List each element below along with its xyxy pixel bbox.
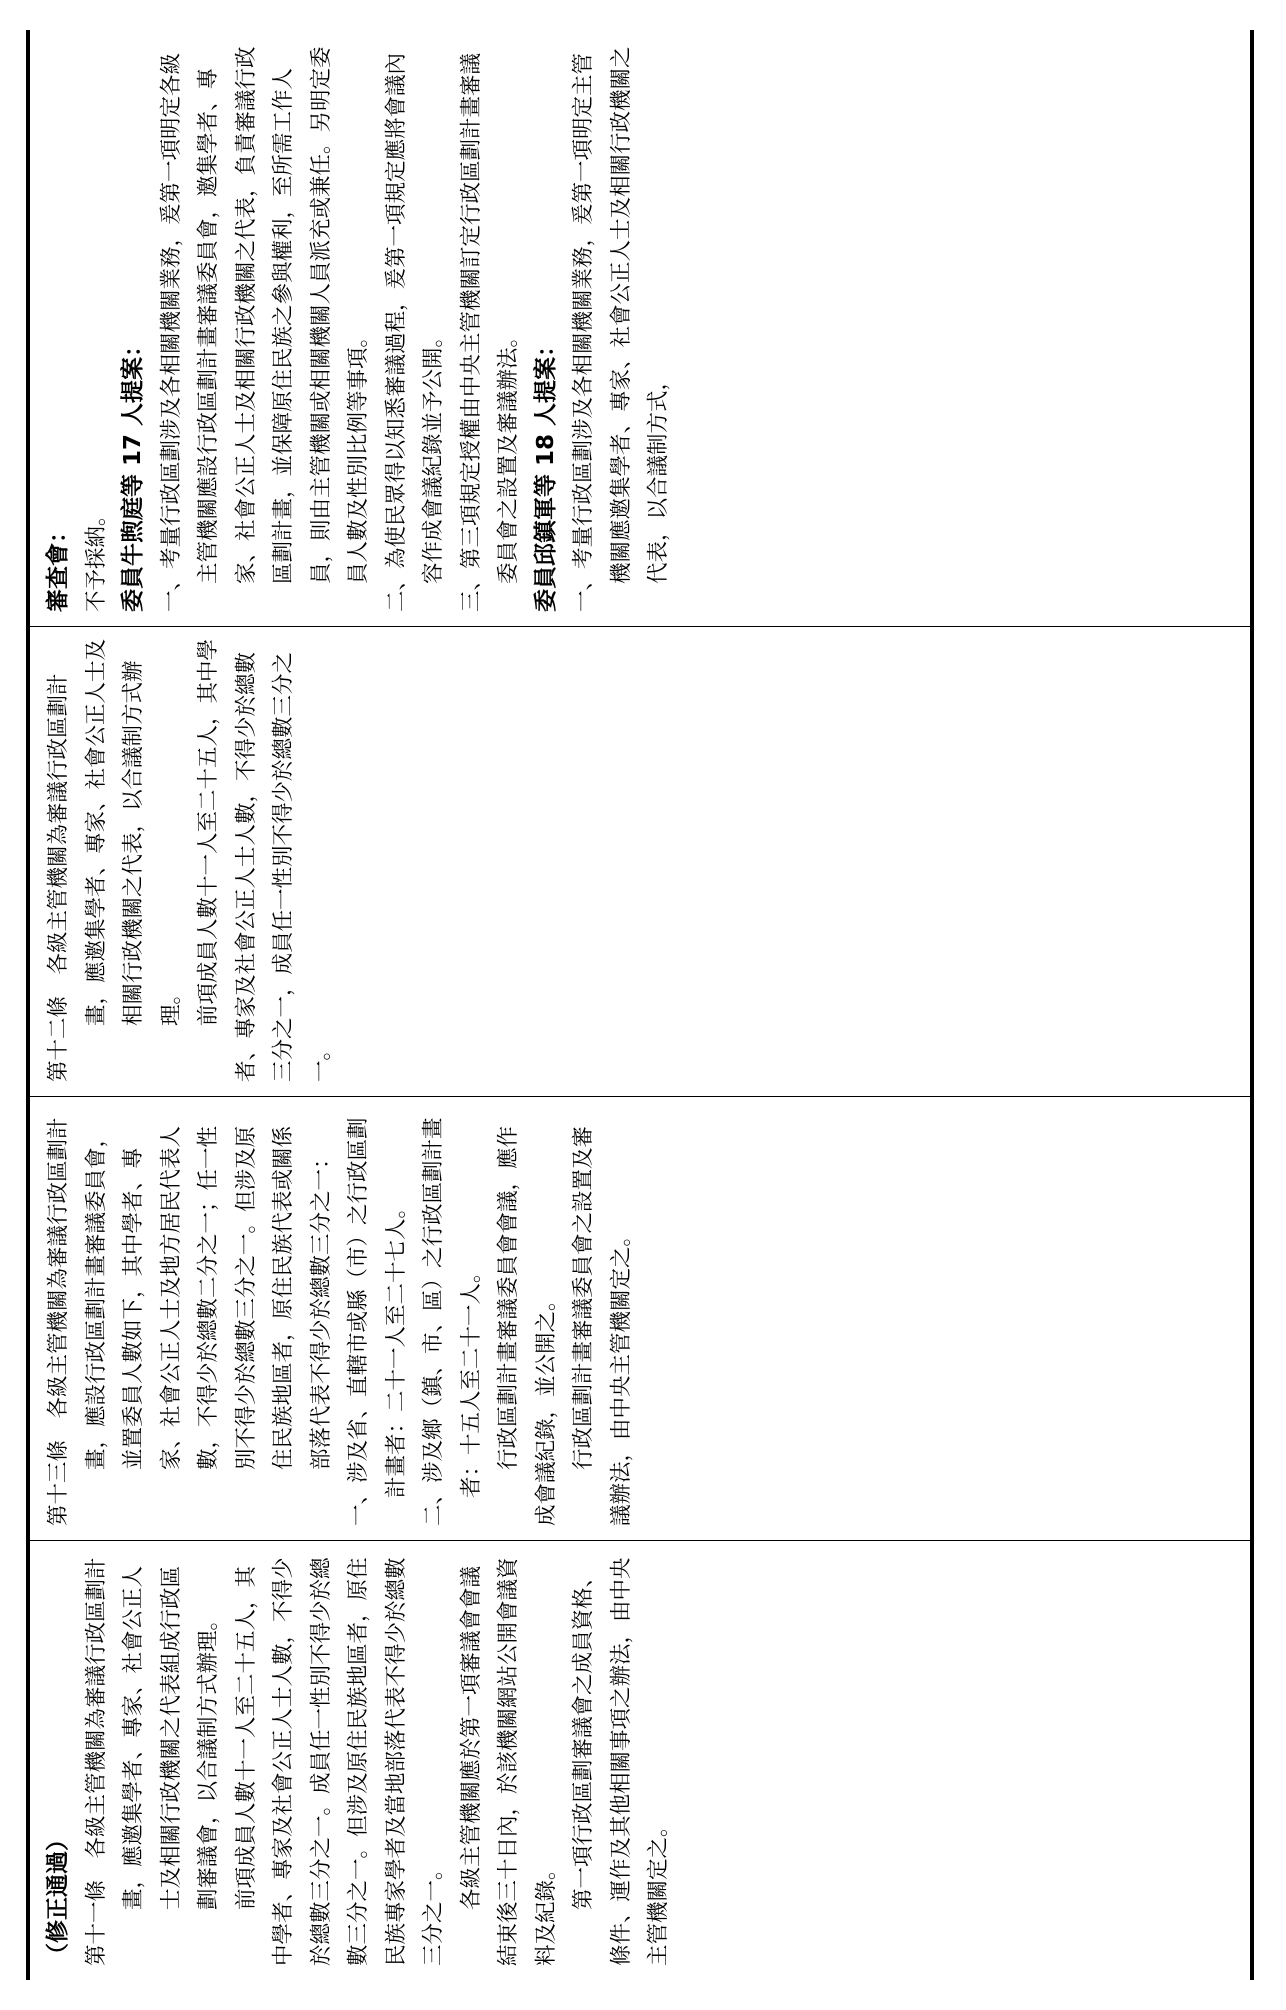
- paragraph-3: 各級主管機關應於第一項審議會會議結束後三十日內，於該機關網站公開會議資料及紀錄。: [458, 1557, 559, 1966]
- column-explanation: [30, 30, 1250, 626]
- review-heading: 審查會：: [45, 520, 71, 612]
- paragraph-3: 行政區劃計畫審議委員會之設置及審議辦法，由中央主管機關定之。: [571, 1125, 634, 1526]
- paragraph-4: 第一項行政區劃審議會之成員資格、條件、運作及其他相關事項之辦法，由中央主管機關定之。: [571, 1557, 671, 1966]
- column-article-13: [30, 1096, 1250, 1540]
- column-article-12: [30, 626, 1250, 1096]
- column-heading: （修正通過）: [45, 1828, 71, 1966]
- column-passed-text: [30, 1540, 1250, 1980]
- article-13: 第十三條 各級主管機關為審議行政區劃計畫，應設行政區劃計畫審議委員會，並置委員人數如下，其中學者、專家、社會公正人士及地方居民代表人數，不得少於總數二分之一；任一性別不得少於總數三分之一。但涉及原住民族地區者，原住民族代表或關係部落代表不得少於總數三分之一：: [46, 1117, 334, 1526]
- item-1: 一、涉及省、直轄市或縣（市）之行政區劃計畫者：二十一人至二十七人。: [346, 1117, 409, 1526]
- proposal-18-heading: 委員邱鎮軍等 18 人提案：: [532, 333, 559, 612]
- paragraph-2: 前項成員人數十一人至二十五人，其中學者、專家及社會公正人士人數，不得少於總數三分之一。成員任一性別不得少於總數三分之一。但涉及原住民族地區者，原住民族專家學者及當地部落代表不得少於總數三分之一。: [233, 1557, 446, 1966]
- proposal-17-item-1: 一、考量行政區劃涉及各相關機關業務，爰第一項明定各級主管機關應設行政區劃計畫審議委員會，邀集學者、專家、社會公正人士及相關行政機關之代表，負責審議行政區劃計畫，並保障原住民族之參與權利，至所需工作人員，則由主管機關或相關機關人員派充或兼任。另明定委員人數及性別比例等事項。: [158, 46, 371, 612]
- paragraph-2: 前項成員人數十一人至二十五人，其中學者、專家及社會公正人士人數，不得少於總數三分之一，成員任一性別不得少於總數三分之一。: [196, 638, 334, 1082]
- article-12: 第十二條 各級主管機關為審議行政區劃計畫，應邀集學者、專家、社會公正人士及相關行政機關之代表，以合議制方式辦理。: [46, 638, 184, 1082]
- proposal-17-heading: 委員牛煦庭等 17 人提案：: [120, 333, 146, 612]
- proposal-17-item-3: 三、第三項規定授權由中央主管機關訂定行政區劃計畫審議委員會之設置及審議辦法。: [458, 52, 521, 612]
- proposal-17-item-2: 二、為使民眾得以知悉審議過程，爰第一項規定應將會議內容作成會議紀錄並予公開。: [383, 52, 446, 612]
- proposal-18-item-1: 一、考量行政區劃涉及各相關機關業務，爰第一項明定主管機關應邀集學者、專家、社會公正人士及相關行政機關之代表，以合議制方式，: [571, 46, 671, 612]
- article-11: 第十一條 各級主管機關為審議行政區劃計畫，應邀集學者、專家、社會公正人士及相關行政機關之代表組成行政區劃審議會，以合議制方式辦理。: [83, 1557, 221, 1966]
- review-text: 不予採納。: [83, 504, 109, 612]
- item-2: 二、涉及鄉（鎮、市、區）之行政區劃計畫者：十五人至二十一人。: [421, 1117, 484, 1526]
- paragraph-2: 行政區劃計畫審議委員會會議，應作成會議紀錄，並公開之。: [496, 1125, 559, 1526]
- comparison-table: [26, 30, 1254, 1980]
